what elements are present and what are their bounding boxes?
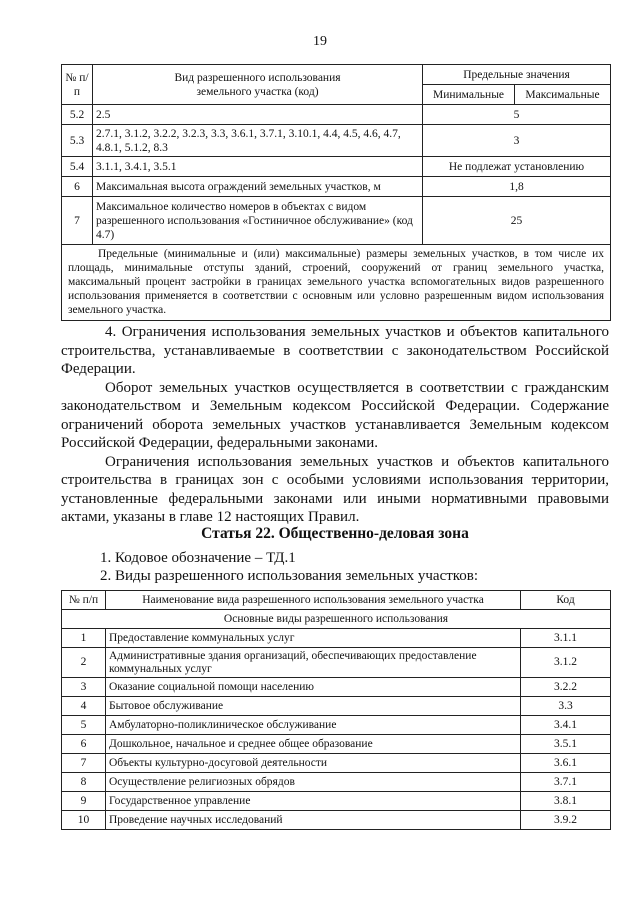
- table-row: [62, 735, 611, 754]
- row-value: 25: [423, 197, 611, 245]
- list-item: 2. Виды разрешенного использования земельных участков:: [100, 568, 479, 584]
- header-code: Код: [521, 591, 611, 610]
- row-name: Осуществление религиозных обрядов: [106, 773, 521, 792]
- row-code: 3.9.2: [521, 811, 611, 830]
- table-row: [62, 697, 611, 716]
- row-code: 3.8.1: [521, 792, 611, 811]
- table-row: [62, 197, 611, 245]
- row-num: 5.4: [62, 157, 93, 177]
- row-kind: 2.7.1, 3.1.2, 3.2.2, 3.2.3, 3.3, 3.6.1, 3.7.1, 3.10.1, 4.4, 4.5, 4.6, 4.7, 4.8.1, 5.1.2, 8.3: [93, 125, 423, 157]
- row-code: 3.2.2: [521, 678, 611, 697]
- row-name: Административные здания организаций, обеспечивающих предоставление коммунальных услуг: [106, 648, 521, 678]
- table-note-row: [62, 245, 611, 321]
- row-num: 5.3: [62, 125, 93, 157]
- header-min: Минимальные: [423, 85, 515, 105]
- row-value: Не подлежат установлению: [423, 157, 611, 177]
- row-num: 5.2: [62, 105, 93, 125]
- row-code: 3.3: [521, 697, 611, 716]
- row-num: 4: [62, 697, 106, 716]
- page-number: 19: [313, 34, 327, 49]
- row-code: 3.1.2: [521, 648, 611, 678]
- list-item: 1. Кодовое обозначение – ТД.1: [100, 550, 296, 566]
- row-num: 6: [62, 177, 93, 197]
- row-name: Оказание социальной помощи населению: [106, 678, 521, 697]
- table-row: [62, 773, 611, 792]
- row-name: Проведение научных исследований: [106, 811, 521, 830]
- header-limits: Предельные значения: [423, 65, 611, 85]
- row-num: 3: [62, 678, 106, 697]
- row-value: 3: [423, 125, 611, 157]
- row-num: 9: [62, 792, 106, 811]
- section-header: Основные виды разрешенного использования: [62, 610, 611, 629]
- row-num: 10: [62, 811, 106, 830]
- header-name: Наименование вида разрешенного использования земельного участка: [106, 591, 521, 610]
- row-value: 5: [423, 105, 611, 125]
- row-code: 3.7.1: [521, 773, 611, 792]
- row-num: 7: [62, 197, 93, 245]
- row-name: Амбулаторно-поликлиническое обслуживание: [106, 716, 521, 735]
- row-code: 3.6.1: [521, 754, 611, 773]
- row-name: Предоставление коммунальных услуг: [106, 629, 521, 648]
- row-num: 2: [62, 648, 106, 678]
- header-max: Максимальные: [515, 85, 611, 105]
- row-name: Объекты культурно-досуговой деятельности: [106, 754, 521, 773]
- row-num: 7: [62, 754, 106, 773]
- table-row: [62, 125, 611, 157]
- row-num: 8: [62, 773, 106, 792]
- row-num: 5: [62, 716, 106, 735]
- row-num: 6: [62, 735, 106, 754]
- paragraph: Оборот земельных участков осуществляется в соответствии с гражданским законодательством и Земельным кодексом Российской Федерации. Содержание ограничений оборота земельных участков устанавливается Земельным кодексом Российской Федерации, федеральными законами.: [61, 379, 609, 451]
- table-row: [62, 811, 611, 830]
- row-name: Дошкольное, начальное и среднее общее образование: [106, 735, 521, 754]
- table-row: [62, 177, 611, 197]
- header-kind: Вид разрешенного использования земельного участка (код): [93, 65, 423, 105]
- table-row: [62, 629, 611, 648]
- row-num: 1: [62, 629, 106, 648]
- uses-table: [61, 590, 611, 830]
- article-title: Статья 22. Общественно-деловая зона: [201, 525, 469, 542]
- row-value: 1,8: [423, 177, 611, 197]
- limits-table: [61, 64, 611, 321]
- row-kind: 3.1.1, 3.4.1, 3.5.1: [93, 157, 423, 177]
- table-row: [62, 105, 611, 125]
- table-note: Предельные (минимальные и (или) максимальные) размеры земельных участков, в том числе их площадь, минимальные отступы зданий, строений, сооружений от границ земельного участка, максимальный процент застройки в границах земельного участка вспомогательных видов разрешенного использования применяется в соответствии с основным или условно разрешенным видом использования земельного участка.: [62, 245, 611, 321]
- table-row: [62, 792, 611, 811]
- header-num: № п/п: [62, 65, 93, 105]
- row-code: 3.5.1: [521, 735, 611, 754]
- table-row: [62, 754, 611, 773]
- row-code: 3.1.1: [521, 629, 611, 648]
- row-kind: 2.5: [93, 105, 423, 125]
- table-row: [62, 678, 611, 697]
- table-row: [62, 716, 611, 735]
- row-kind: Максимальная высота ограждений земельных участков, м: [93, 177, 423, 197]
- row-name: Государственное управление: [106, 792, 521, 811]
- paragraph: 4. Ограничения использования земельных участков и объектов капитального строительства, устанавливаемые в соответствии с законодательством Российской Федерации.: [61, 324, 609, 377]
- paragraph: Ограничения использования земельных участков и объектов капитального строительства в границах зон с особыми условиями использования территории, установленные федеральными законами или иными нормативными правовыми актами, указаны в главе 12 настоящих Правил.: [61, 453, 609, 525]
- row-code: 3.4.1: [521, 716, 611, 735]
- table-row: [62, 648, 611, 678]
- header-num: № п/п: [62, 591, 106, 610]
- table-row: [62, 157, 611, 177]
- row-kind: Максимальное количество номеров в объектах с видом разрешенного использования «Гостиничное обслуживание» (код 4.7): [93, 197, 423, 245]
- row-name: Бытовое обслуживание: [106, 697, 521, 716]
- body-text: [61, 323, 609, 527]
